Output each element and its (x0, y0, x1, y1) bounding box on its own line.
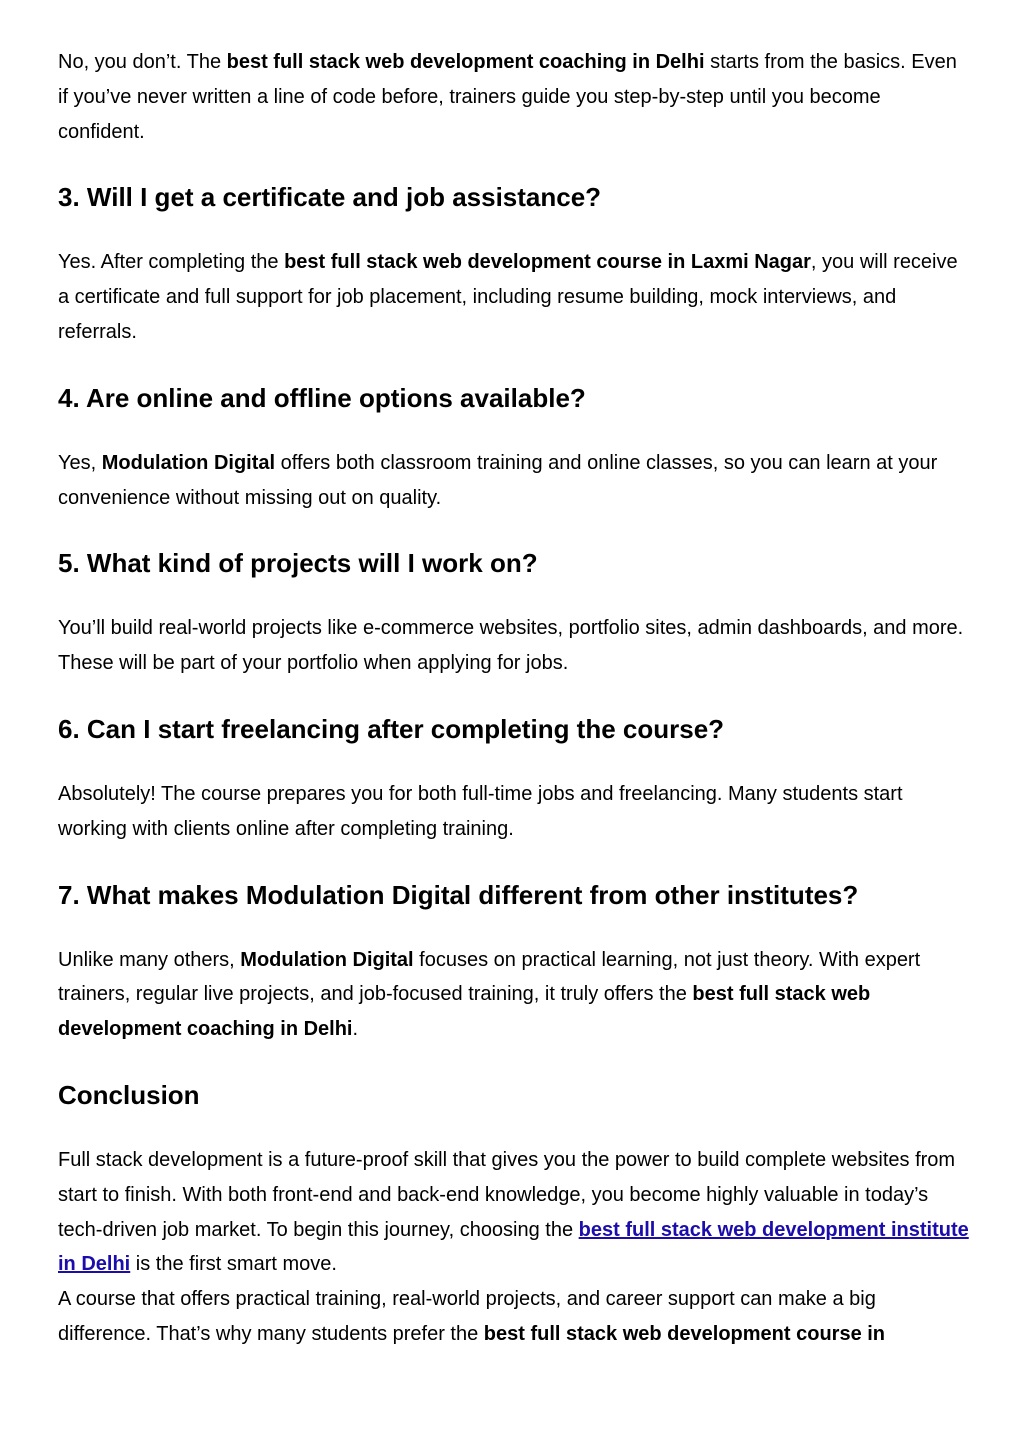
conclusion-paragraph-2: A course that offers practical training, real-world projects, and career support can make a big difference. That’s why many students prefer the best full stack web development course in (58, 1288, 886, 1345)
bold-phrase: Modulation Digital (101, 451, 276, 474)
faq-5-heading: 5. What kind of projects will I work on? (58, 548, 538, 579)
faq-3-answer: Yes. After completing the best full stack web development course in Laxmi Nagar, you will receive a certificate and full support for job placement, including resume building, mock interviews, and referrals. (58, 251, 958, 343)
faq-6-heading: 6. Can I start freelancing after completing the course? (58, 713, 725, 744)
faq-6-answer: Absolutely! The course prepares you for both full-time jobs and freelancing. Many students start working with clients online after completing training. (58, 782, 903, 840)
bold-phrase: best full stack web development course in Laxmi Nagar (284, 251, 811, 274)
bold-phrase: Modulation Digital (240, 948, 414, 971)
faq-5-answer: You’ll build real-world projects like e-commerce websites, portfolio sites, admin dashboards, and more. These will be part of your portfolio when applying for jobs. (58, 617, 964, 675)
conclusion-paragraph-1: Full stack development is a future-proof skill that gives you the power to build complete websites from start to finish. With both front-end and back-end knowledge, you become highly valuable in today’s tech-driven job market. To begin this journey, choosing the best full stack web development institute in Delhi is the first smart move. (58, 1148, 969, 1276)
faq-3-heading: 3. Will I get a certificate and job assistance? (58, 182, 602, 213)
faq-4-heading: 4. Are online and offline options available? (58, 382, 586, 413)
faq-7-heading: 7. What makes Modulation Digital different from other institutes? (58, 879, 859, 910)
document-page (58, 45, 970, 1352)
bold-phrase: best full stack web development course in (483, 1322, 886, 1345)
faq-4-answer: Yes, Modulation Digital offers both classroom training and online classes, so you can learn at your convenience without missing out on quality. (58, 451, 938, 509)
bold-phrase: best full stack web development coaching in Delhi (226, 51, 705, 73)
conclusion-heading: Conclusion (58, 1079, 200, 1110)
intro-paragraph: No, you don’t. The best full stack web development coaching in Delhi starts from the basics. Even if you’ve never written a line of code before, trainers guide you step-by-step until you become confident. (58, 51, 957, 143)
bold-phrase: best full stack web development coaching in Delhi (58, 983, 871, 1041)
faq-7-answer: Unlike many others, Modulation Digital focuses on practical learning, not just theory. With expert trainers, regular live projects, and job-focused training, it truly offers the best full stack web development coaching in Delhi. (58, 948, 921, 1041)
institute-link[interactable]: best full stack web development institute in Delhi (58, 1218, 969, 1276)
